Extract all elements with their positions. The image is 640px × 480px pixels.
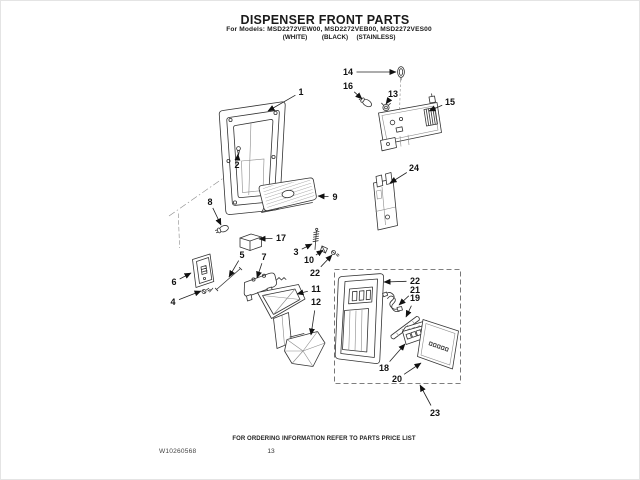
part-pin-3 bbox=[313, 228, 319, 249]
callout-number-1: 1 bbox=[298, 87, 304, 97]
callout-leader-12 bbox=[311, 310, 315, 335]
callout-number-17: 17 bbox=[275, 233, 287, 243]
exploded-parts-diagram bbox=[1, 1, 640, 480]
part-bracket-6 bbox=[193, 254, 214, 288]
callout-number-6: 6 bbox=[171, 277, 177, 287]
callout-leader-18 bbox=[390, 344, 405, 362]
part-control-board-15 bbox=[379, 94, 442, 151]
part-screw-4 bbox=[202, 288, 213, 293]
ordering-note: FOR ORDERING INFORMATION REFER TO PARTS PRICE LIST bbox=[232, 436, 416, 442]
callout-leader-10 bbox=[316, 250, 323, 255]
callout-number-4: 4 bbox=[170, 297, 176, 307]
callout-leader-4 bbox=[179, 291, 201, 300]
callout-number-22a: 22 bbox=[309, 268, 321, 278]
part-rod-5 bbox=[215, 267, 242, 290]
part-screw-22-left bbox=[332, 251, 340, 257]
part-facade-22 bbox=[335, 274, 383, 364]
callout-leader-16 bbox=[354, 92, 362, 99]
callout-number-11: 11 bbox=[311, 284, 321, 294]
part-bracket-17 bbox=[240, 234, 262, 251]
callout-leader-20 bbox=[404, 363, 421, 374]
callout-number-16: 16 bbox=[342, 81, 354, 91]
part-socket-13 bbox=[382, 103, 391, 110]
callout-number-2: 2 bbox=[234, 160, 240, 170]
callout-leader-13 bbox=[386, 101, 388, 104]
callout-number-21: 21 bbox=[409, 285, 421, 295]
callout-leader-22b bbox=[384, 281, 407, 282]
callout-number-24: 24 bbox=[408, 163, 420, 173]
callout-number-7: 7 bbox=[261, 252, 267, 262]
callout-number-3: 3 bbox=[293, 247, 299, 257]
finish-label-stainless: (STAINLESS) bbox=[356, 34, 396, 41]
callout-leader-24 bbox=[390, 173, 407, 184]
callout-leader-6 bbox=[180, 273, 191, 279]
callout-number-23: 23 bbox=[429, 408, 441, 418]
part-clip-10 bbox=[321, 246, 328, 253]
part-plate-24 bbox=[374, 173, 398, 231]
callout-number-18: 18 bbox=[378, 363, 390, 373]
callout-number-14: 14 bbox=[342, 67, 354, 77]
part-bulb-8 bbox=[215, 224, 229, 234]
callout-leader-7 bbox=[257, 263, 262, 278]
callout-leader-3 bbox=[302, 244, 312, 249]
finish-label-white: (WHITE) bbox=[282, 34, 308, 41]
document-number: W10260568 bbox=[159, 447, 197, 455]
callout-leader-21 bbox=[399, 296, 409, 305]
callout-number-19: 19 bbox=[409, 293, 421, 303]
finish-label-black: (BLACK) bbox=[321, 34, 349, 41]
callout-leader-19 bbox=[406, 306, 411, 317]
callout-number-5: 5 bbox=[239, 250, 245, 260]
part-funnel-12 bbox=[285, 332, 326, 367]
callout-number-9: 9 bbox=[332, 192, 338, 202]
part-cap-14 bbox=[398, 67, 405, 114]
callout-leader-23 bbox=[420, 385, 431, 406]
callout-number-15: 15 bbox=[444, 97, 456, 107]
callout-leader-8 bbox=[213, 208, 221, 225]
callout-number-20: 20 bbox=[391, 374, 403, 384]
callout-number-10: 10 bbox=[303, 255, 315, 265]
callout-number-8: 8 bbox=[207, 197, 213, 207]
callout-number-12: 12 bbox=[310, 297, 322, 307]
part-overlay-20 bbox=[418, 320, 459, 370]
part-wire-harness-21 bbox=[383, 292, 403, 312]
page-title: DISPENSER FRONT PARTS bbox=[240, 13, 410, 27]
callout-leader-22a bbox=[321, 255, 332, 267]
page-number: 13 bbox=[267, 448, 275, 455]
callout-number-22b: 22 bbox=[409, 276, 421, 286]
callout-number-13: 13 bbox=[387, 89, 399, 99]
callout-leader-9 bbox=[318, 196, 329, 197]
models-line: For Models: MSD2272VEW00, MSD2272VEB00, MSD2272VES00 bbox=[226, 26, 432, 33]
